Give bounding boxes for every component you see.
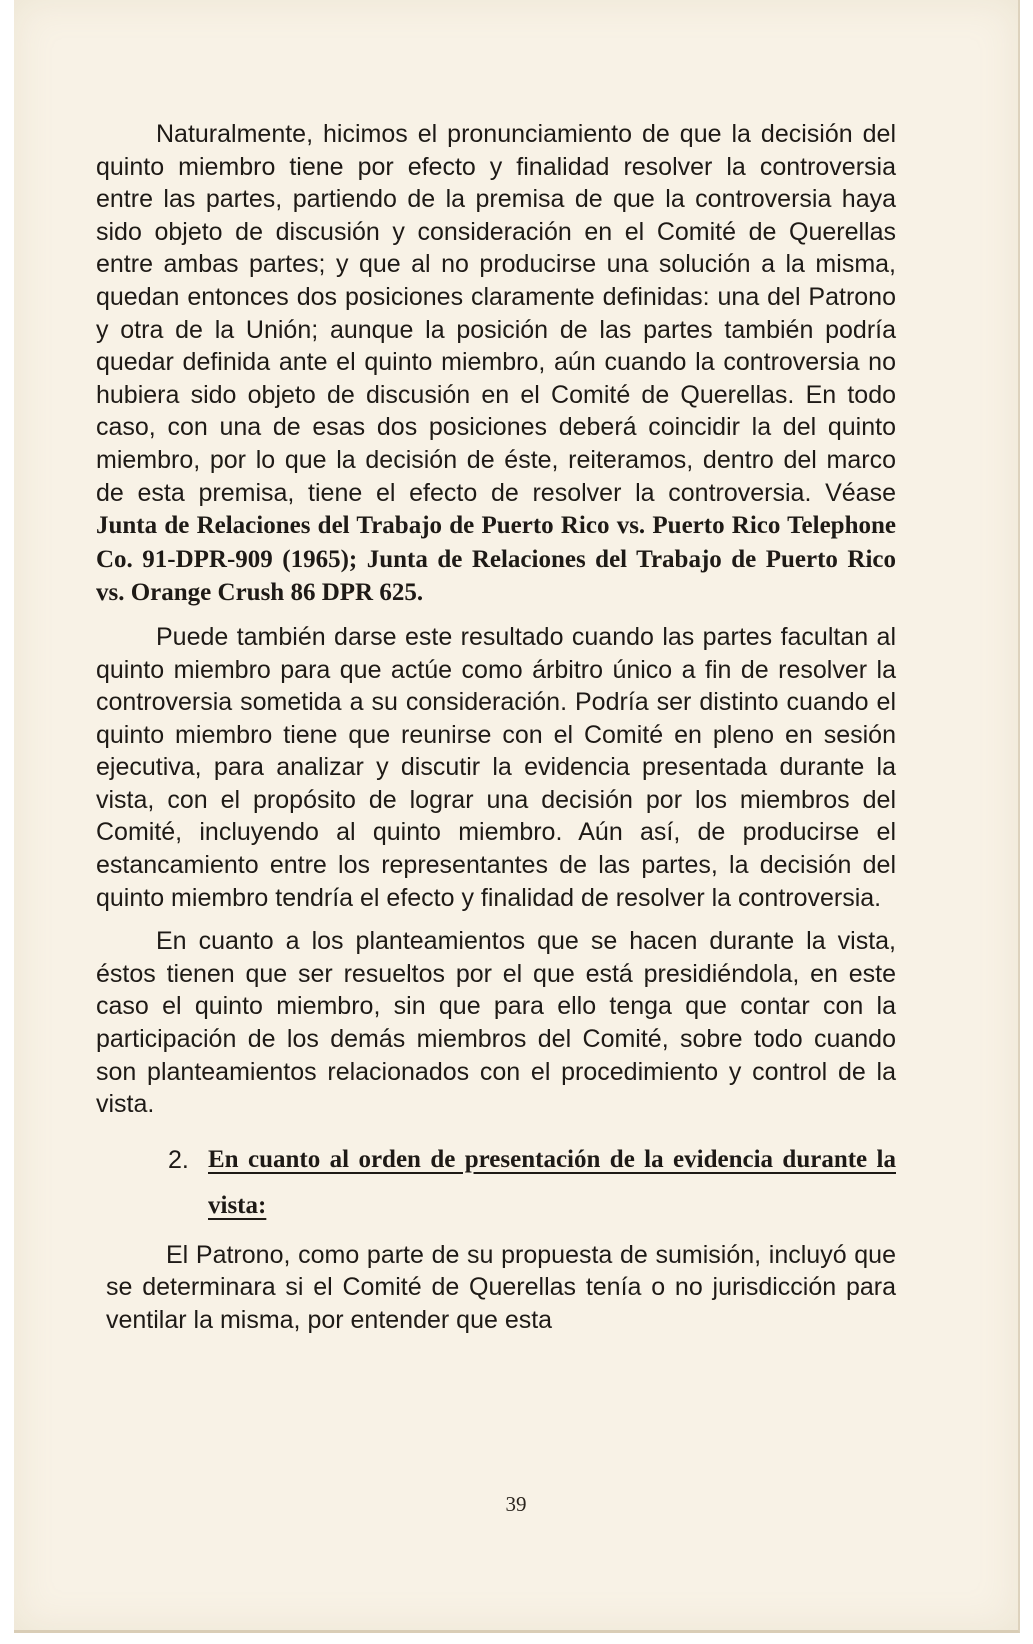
- body-text: [96, 118, 896, 1362]
- paragraph-1: [96, 118, 896, 610]
- section-heading: [96, 1137, 896, 1229]
- paragraph-2: Puede también darse este resultado cuando las partes facultan al quinto miembro para que actúe como árbitro único a fin de resolver la controversia sometida a su consideración. Podría ser distinto cuando el quinto miembro tiene que reunirse con el Comité en pleno en sesión ejecutiva, para analizar y discutir la evidencia presentada durante la vista, con el propósito de lograr una decisión por los miembros del Comité, incluyendo al quinto miembro. Aún así, de producirse el estancamiento entre los representantes de las partes, la decisión del quinto miembro tendría el efecto y finalidad de resolver la controversia.: [96, 622, 896, 912]
- paragraph-4: El Patrono, como parte de su propuesta de sumisión, incluyó que se determinara si el Comité de Querellas tenía o no jurisdicción para ventilar la misma, por entender que esta: [106, 1240, 896, 1334]
- section-number: 2.: [168, 1145, 189, 1174]
- document-page: [14, 0, 1020, 1633]
- paragraph-1-text: Naturalmente, hicimos el pronunciamiento de que la decisión del quinto miembro tiene por efecto y finalidad resolver la controversia entre las partes, partiendo de la premisa de que la controversia haya sido objeto de discusión y consideración en el Comité de Querellas entre ambas partes; y que al no producirse una solución a la misma, quedan entonces dos posiciones claramente definidas: una del Patrono y otra de la Unión; aunque la posición de las partes también podría quedar definida ante el quinto miembro, aún cuando la controversia no hubiera sido objeto de discusión en el Comité de Querellas. En todo caso, con una de esas dos posiciones deberá coincidir la del quinto miembro, por lo que la decisión de éste, reiteramos, dentro del marco de esta premisa, tiene el efecto de resolver la controversia. Véase: [96, 120, 896, 507]
- page-number: 39: [505, 1492, 527, 1516]
- paragraph-3: En cuanto a los planteamientos que se hacen durante la vista, éstos tienen que ser resueltos por el que está presidiéndola, en este caso el quinto miembro, sin que para ello tenga que contar con la participación de los demás miembros del Comité, sobre todo cuando son planteamientos relacionados con el procedimiento y control de la vista.: [96, 927, 896, 1119]
- case-citation: Junta de Relaciones del Trabajo de Puerto Rico vs. Puerto Rico Telephone Co. 91-DPR-909 (1965); Junta de Relaciones del Trabajo de Puerto Rico vs. Orange Crush 86 DPR 625.: [96, 512, 896, 607]
- section-title: En cuanto al orden de presentación de la evidencia durante la vista:: [208, 1145, 896, 1219]
